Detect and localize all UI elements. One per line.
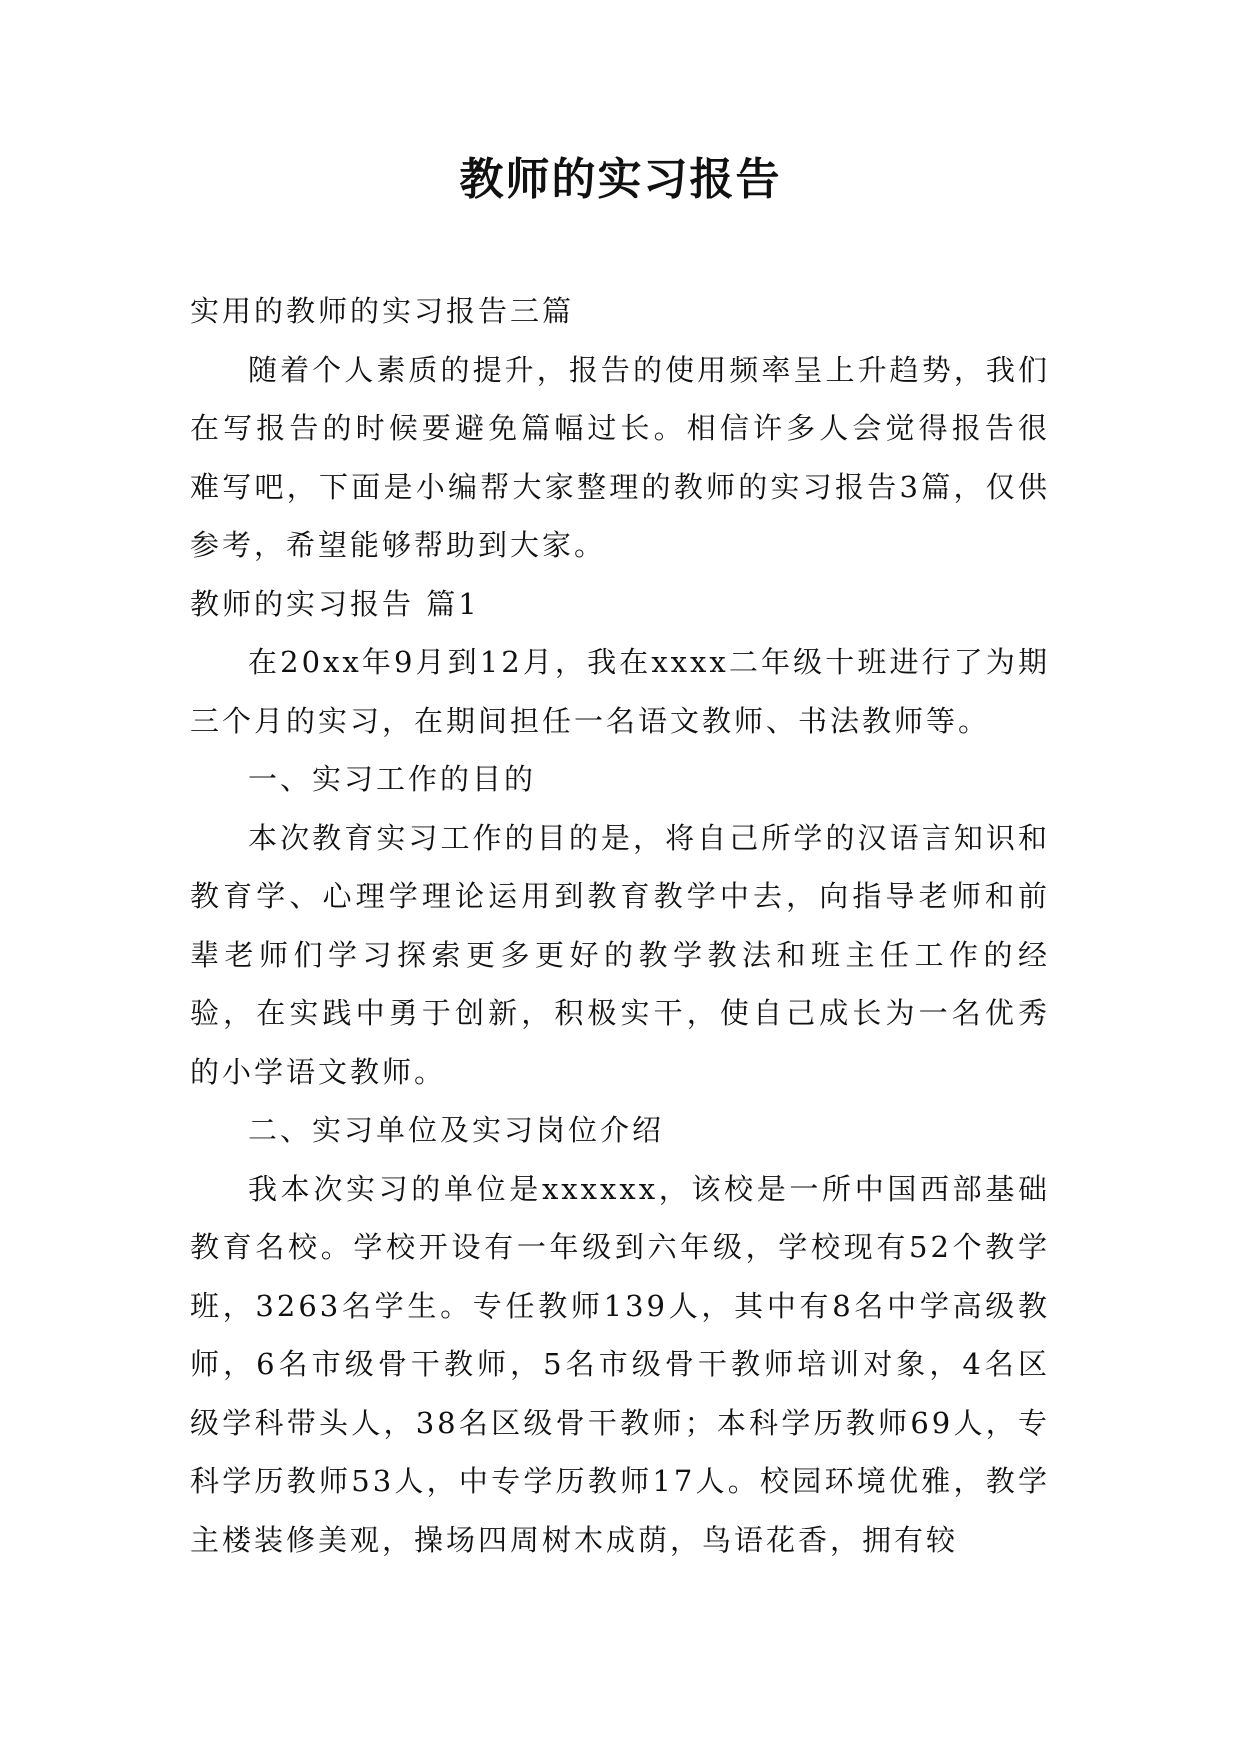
heading-unit-intro: 二、实习单位及实习岗位介绍 [248, 1113, 665, 1147]
heading-purpose: 一、实习工作的目的 [248, 762, 537, 796]
paragraph-purpose: 本次教育实习工作的目的是，将自己所学的汉语言知识和教育学、心理学理论运用到教育教学中去，向指导老师和前辈老师们学习探索更多更好的教学教法和班主任工作的经验，在实践中勇于创新，积极实干，使自己成长为一名优秀的小学语文教师。 [190, 820, 1050, 1089]
paragraph-internship-period: 在20xx年9月到12月，我在xxxx二年级十班进行了为期三个月的实习，在期间担任一名语文教师、书法教师等。 [190, 645, 1050, 738]
paragraph-intro: 随着个人素质的提升，报告的使用频率呈上升趋势，我们在写报告的时候要避免篇幅过长。相信许多人会觉得报告很难写吧，下面是小编帮大家整理的教师的实习报告3篇，仅供参考，希望能够帮助到大家。 [190, 352, 1050, 562]
paragraph-subtitle: 实用的教师的实习报告三篇 [190, 294, 575, 328]
section-heading-part-1: 教师的实习报告 篇1 [190, 586, 480, 621]
paragraph-unit-intro: 我本次实习的单位是xxxxxx，该校是一所中国西部基础教育名校。学校开设有一年级到六年级，学校现有52个教学班，3263名学生。专任教师139人，其中有8名中学高级教师，6名市级骨干教师，5名市级骨干教师培训对象，4名区级学科带头人，38名区级骨干教师；本科学历教师69人，专科学历教师53人，中专学历教师17人。校园环境优雅，教学主楼装修美观，操场四周树木成荫，鸟语花香，拥有较 [190, 1171, 1050, 1557]
document-body [190, 282, 1050, 1569]
document-title: 教师的实习报告 [459, 154, 782, 205]
